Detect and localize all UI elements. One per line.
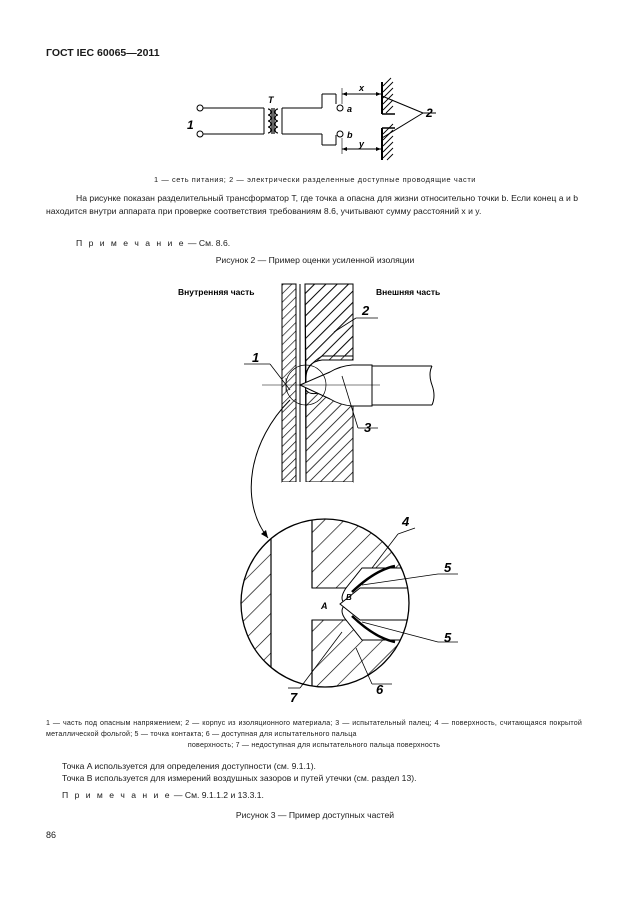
fig2-label-y: y [359, 139, 365, 149]
fig3-label-B: B [346, 593, 352, 602]
fig3-label-5a: 5 [444, 560, 452, 575]
fig3-label-2: 2 [362, 303, 370, 318]
fig2-label-a: a [347, 104, 353, 114]
figure3-points [62, 760, 416, 784]
fig2-label-2: 2 [426, 106, 433, 120]
fig2-label-T: T [268, 95, 274, 105]
fig3-label-1: 1 [252, 350, 260, 365]
fig3-label-3: 3 [364, 420, 372, 435]
fig3-label-7: 7 [290, 690, 298, 705]
figure2-paragraph: На рисунке показан разделительный трансформатор Т, где точка a опасна для жизни относительно точки b. Если конец a и b находится внутри аппарата при проверке соответствия требованиям 8.6, учитывают сумму расстояний x и y. [46, 193, 578, 216]
figure2-legend: 1 — сеть питания; 2 — электрически разделенные доступные проводящие части [153, 175, 477, 184]
fig3-label-6: 6 [376, 682, 384, 697]
point-a-text: Точка A используется для определения доступности (см. 9.1.1). [62, 761, 316, 771]
figure3-legend: 1 — часть под опасным напряжением; 2 — корпус из изоляционного материала; 3 — испытательный палец; 4 — поверхность, считающаяся покрытой металлической фольгой; 5 — точка контакта; 6 — доступная для испытательного пальца поверхность; 7 — недоступная для испытательного пальца поверхность [46, 719, 582, 749]
fig3-label-4: 4 [402, 514, 410, 529]
figure3-note: П р и м е ч а н и е — См. 9.1.1.2 и 13.3.1. [62, 790, 264, 800]
fig2-label-1: 1 [187, 118, 194, 132]
fig3-label-5b: 5 [444, 630, 452, 645]
fig3-label-outer: Внешняя часть [376, 287, 441, 297]
fig3-label-A: A [321, 601, 328, 611]
standard-header: ГОСТ IEC 60065—2011 [46, 47, 160, 59]
page-number: 86 [46, 830, 57, 840]
figure3-diagram [0, 270, 630, 715]
point-b-text: Точка B используется для измерений воздушных зазоров и путей утечки (см. раздел 13). [62, 773, 417, 783]
fig2-label-b: b [347, 130, 353, 140]
fig2-label-x: x [359, 83, 365, 93]
figure3-title: Рисунок 3 — Пример доступных частей [235, 810, 395, 820]
figure2-note: П р и м е ч а н и е — См. 8.6. [76, 238, 231, 248]
figure2-diagram [0, 0, 630, 175]
figure2-title: Рисунок 2 — Пример оценки усиленной изоляции [215, 255, 415, 265]
fig3-label-inner: Внутренняя часть [178, 287, 255, 297]
